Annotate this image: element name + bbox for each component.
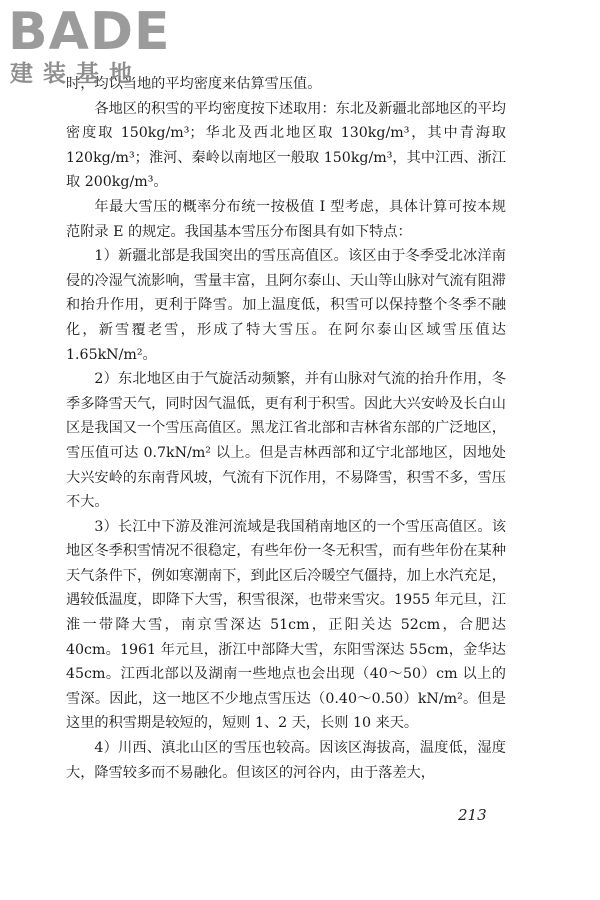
- watermark-subtitle: 建装基地: [10, 61, 142, 87]
- paragraph-item-4: 4）川西、滇北山区的雪压也较高。因该区海拔高，温度低，湿度大，降雪较多而不易融化。但该区的河谷内，由于落差大，: [66, 740, 506, 781]
- paragraph-item-3: 3）长江中下游及淮河流域是我国稍南地区的一个雪压高值区。该地区冬季积雪情况不很稳定，有些年份一冬无积雪，而有些年份在某种天气条件下，例如寒潮南下，到此区后冷暖空气僵持，加上水汽充足，遇较低温度，即降下大雪，积雪很深，也带来雪灾。1955 年元旦，江淮一带降大雪，南京雪深达 51cm，正阳关达 52cm，合肥达 40cm。1961 年元旦，浙江中部降大雪，东阳雪深达 55cm，金华达 45cm。江西北部以及湖南一些地点也会出现（40～50）cm 以上的雪深。因此，这一地区不少地点雪压达（0.40～0.50）kN/m²。但是这里的积雪期是较短的，短则 1、2 天，长则 10 来天。: [66, 518, 506, 732]
- paragraph-density: 各地区的积雪的平均密度按下述取用：东北及新疆北部地区的平均密度取 150kg/m³；华北及西北地区取 130kg/m³，其中青海取 120kg/m³；淮河、秦岭以南地区一般取 150kg/m³，其中江西、浙江取 200kg/m³。: [66, 100, 506, 191]
- watermark-brand: BADE: [8, 2, 171, 62]
- paragraph-continuation: 时，均以当地的平均密度来估算雪压值。: [66, 76, 322, 92]
- watermark-logo: [8, 4, 183, 90]
- document-body: [66, 72, 506, 785]
- paragraph-distribution: 年最大雪压的概率分布统一按极值 I 型考虑，具体计算可按本规范附录 E 的规定。我国基本雪压分布图具有如下特点：: [66, 198, 506, 240]
- paragraph-item-2: 2）东北地区由于气旋活动频繁，并有山脉对气流的抬升作用，冬季多降雪天气，同时因气温低，更有利于积雪。因此大兴安岭及长白山区是我国又一个雪压高值区。黑龙江省北部和吉林省东部的广泛地区，雪压值可达 0.7kN/m² 以上。但是吉林西部和辽宁北部地区，因地处大兴安岭的东南背风坡，气流有下沉作用，不易降雪，积雪不多，雪压不大。: [66, 371, 506, 511]
- page-number: 213: [458, 806, 487, 824]
- paragraph-item-1: 1）新疆北部是我国突出的雪压高值区。该区由于冬季受北冰洋南侵的冷湿气流影响，雪量丰富，且阿尔泰山、天山等山脉对气流有阻滞和抬升作用，更利于降雪。加上温度低，积雪可以保持整个冬季不融化，新雪覆老雪，形成了特大雪压。在阿尔泰山区域雪压值达 1.65kN/m²。: [66, 248, 506, 363]
